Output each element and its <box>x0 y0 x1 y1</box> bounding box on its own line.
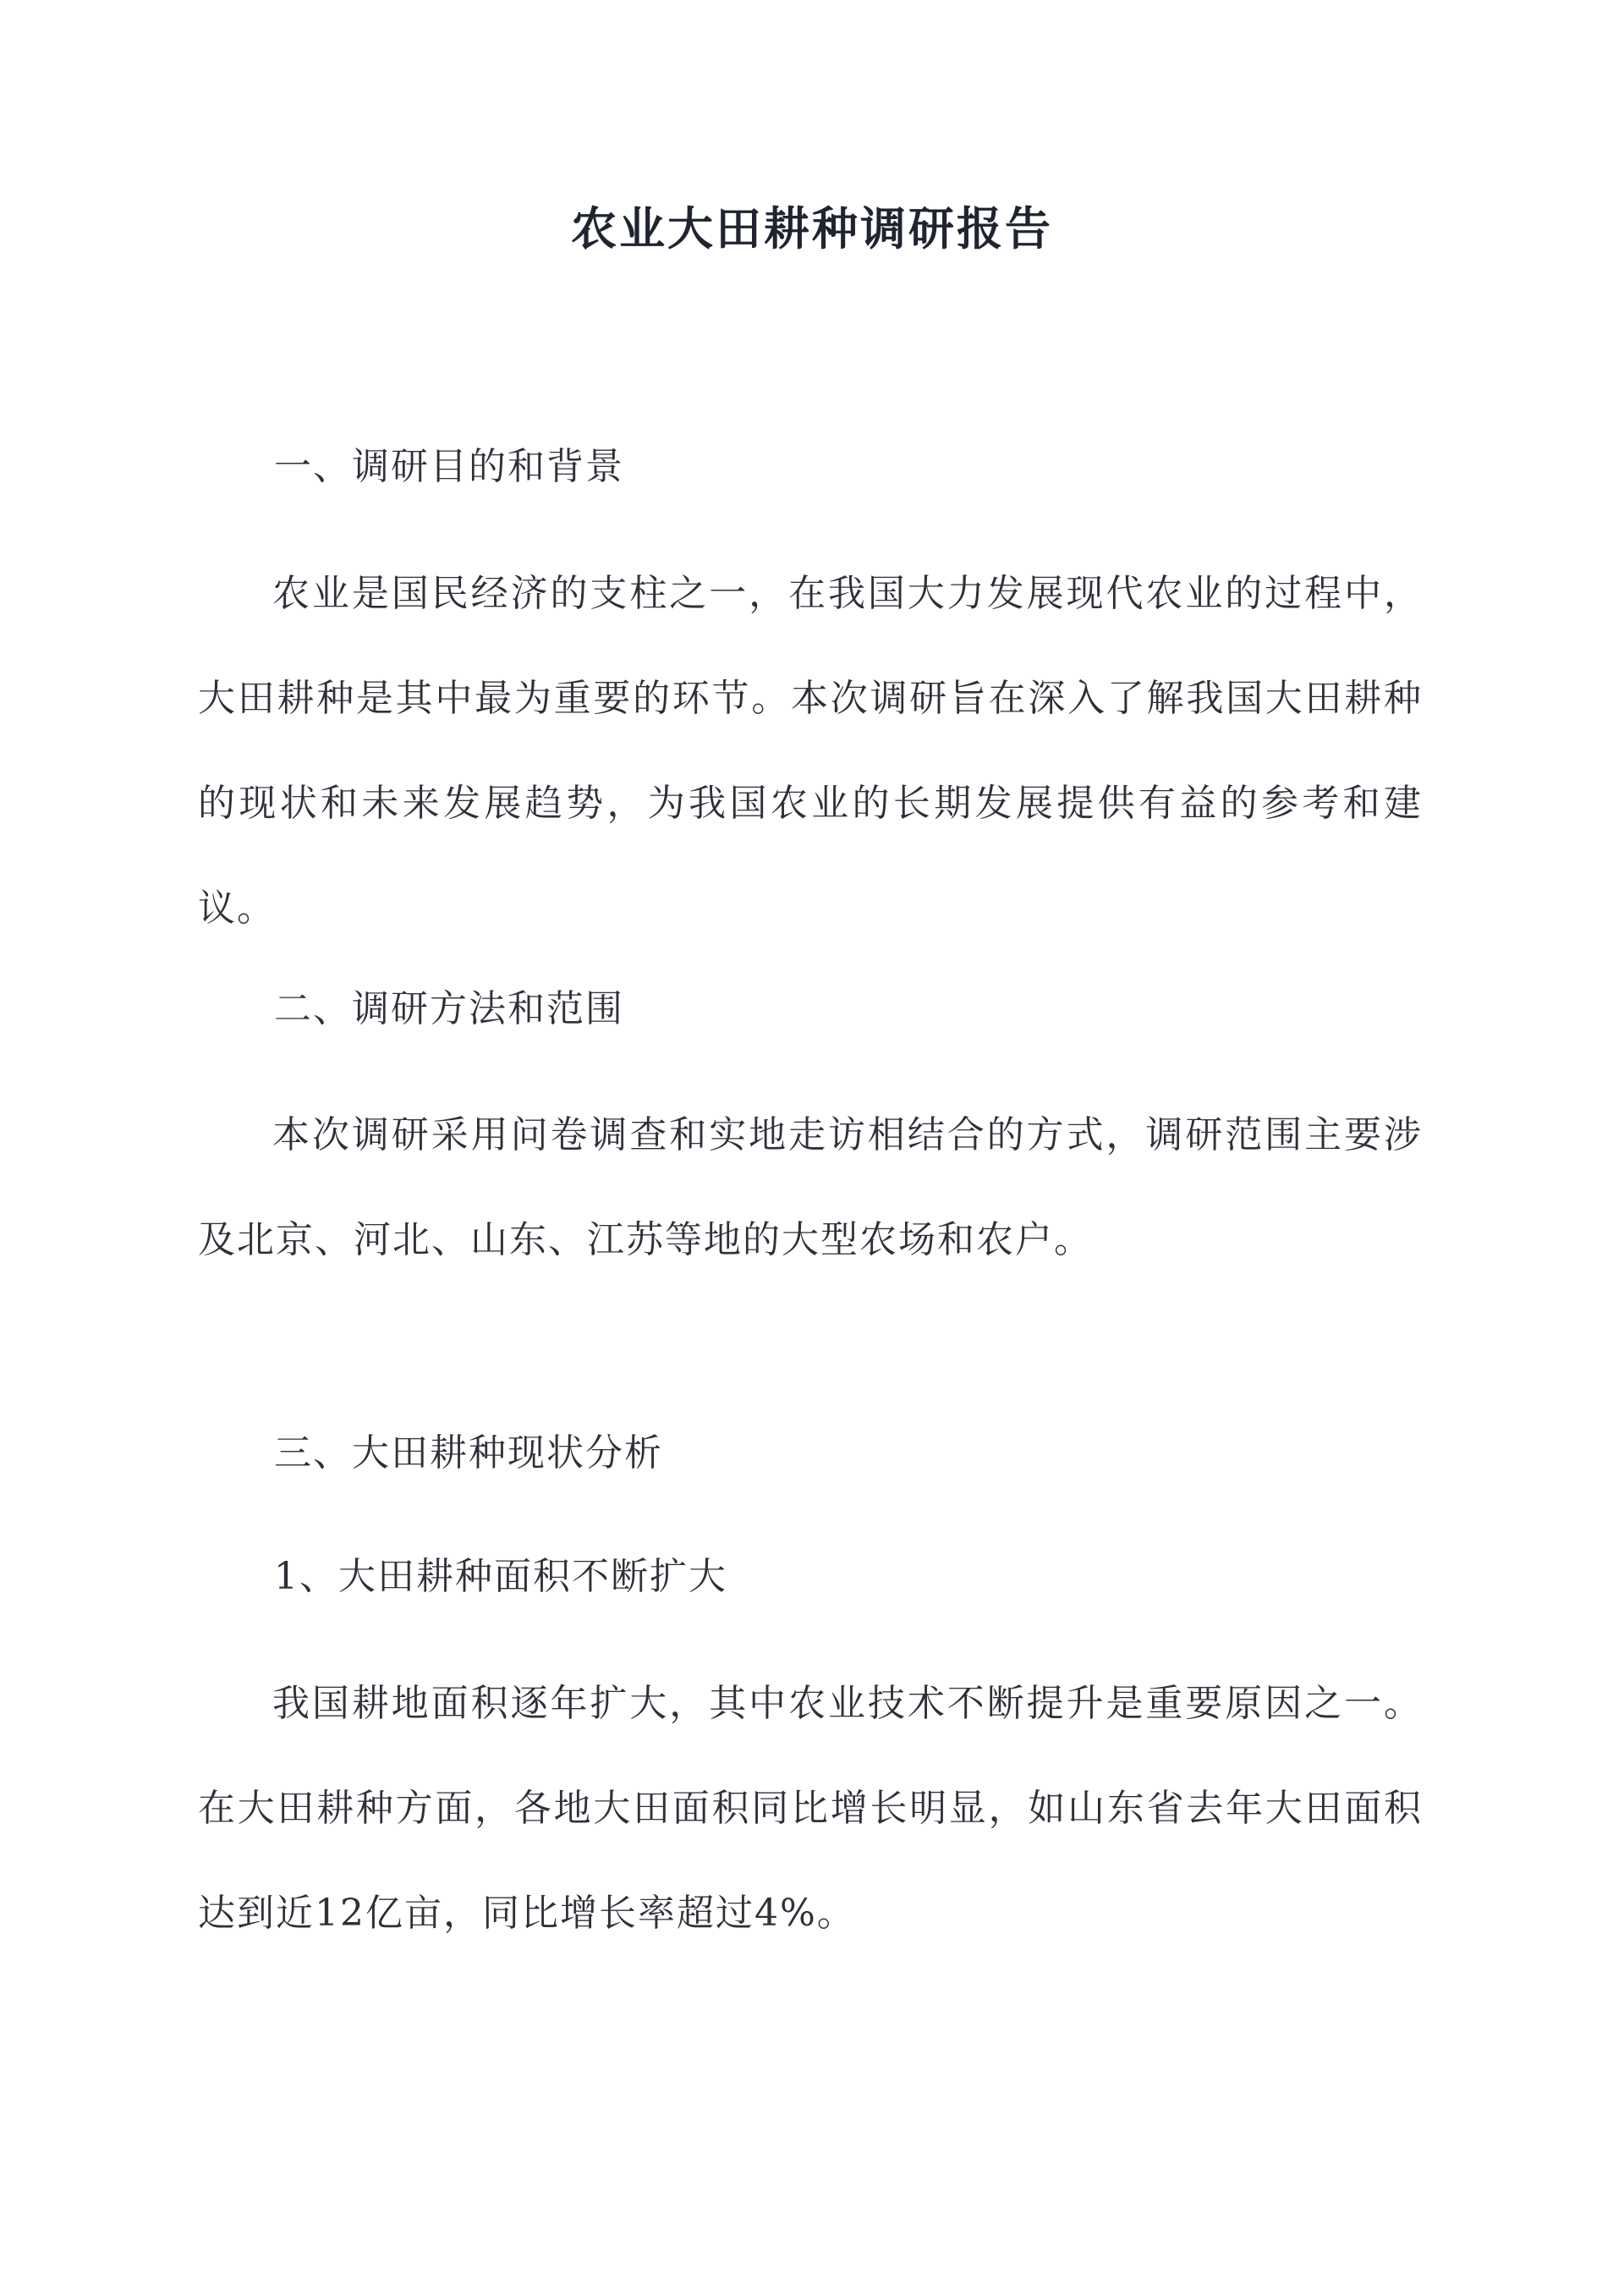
section-heading-method: 二、调研方法和范围 <box>274 987 624 1030</box>
section-paragraph-purpose: 农业是国民经济的支柱之一，在我国大力发展现代农业的过程中，大田耕种是其中最为重要的环节。本次调研旨在深入了解我国大田耕种的现状和未来发展趋势，为我国农业的长期发展提供有益的参考和建议。 <box>198 572 1423 930</box>
subsection-heading-area: 1、大田耕种面积不断扩大 <box>274 1555 727 1598</box>
section-heading-purpose: 一、调研目的和背景 <box>274 445 624 488</box>
section-heading-analysis: 三、大田耕种现状分析 <box>274 1431 663 1475</box>
section-paragraph-method: 本次调研采用问卷调查和实地走访相结合的方式，调研范围主要涉及北京、河北、山东、江苏等地的大型农场和农户。 <box>198 1113 1423 1261</box>
section-paragraph-analysis: 我国耕地面积逐年扩大，其中农业技术不断提升是重要原因之一。在大田耕种方面，各地大田面积同比增长明显，如山东省去年大田面积达到近12亿亩，同比增长率超过4%。 <box>198 1682 1423 1935</box>
document-title: 农业大田耕种调研报告 <box>571 201 1053 255</box>
